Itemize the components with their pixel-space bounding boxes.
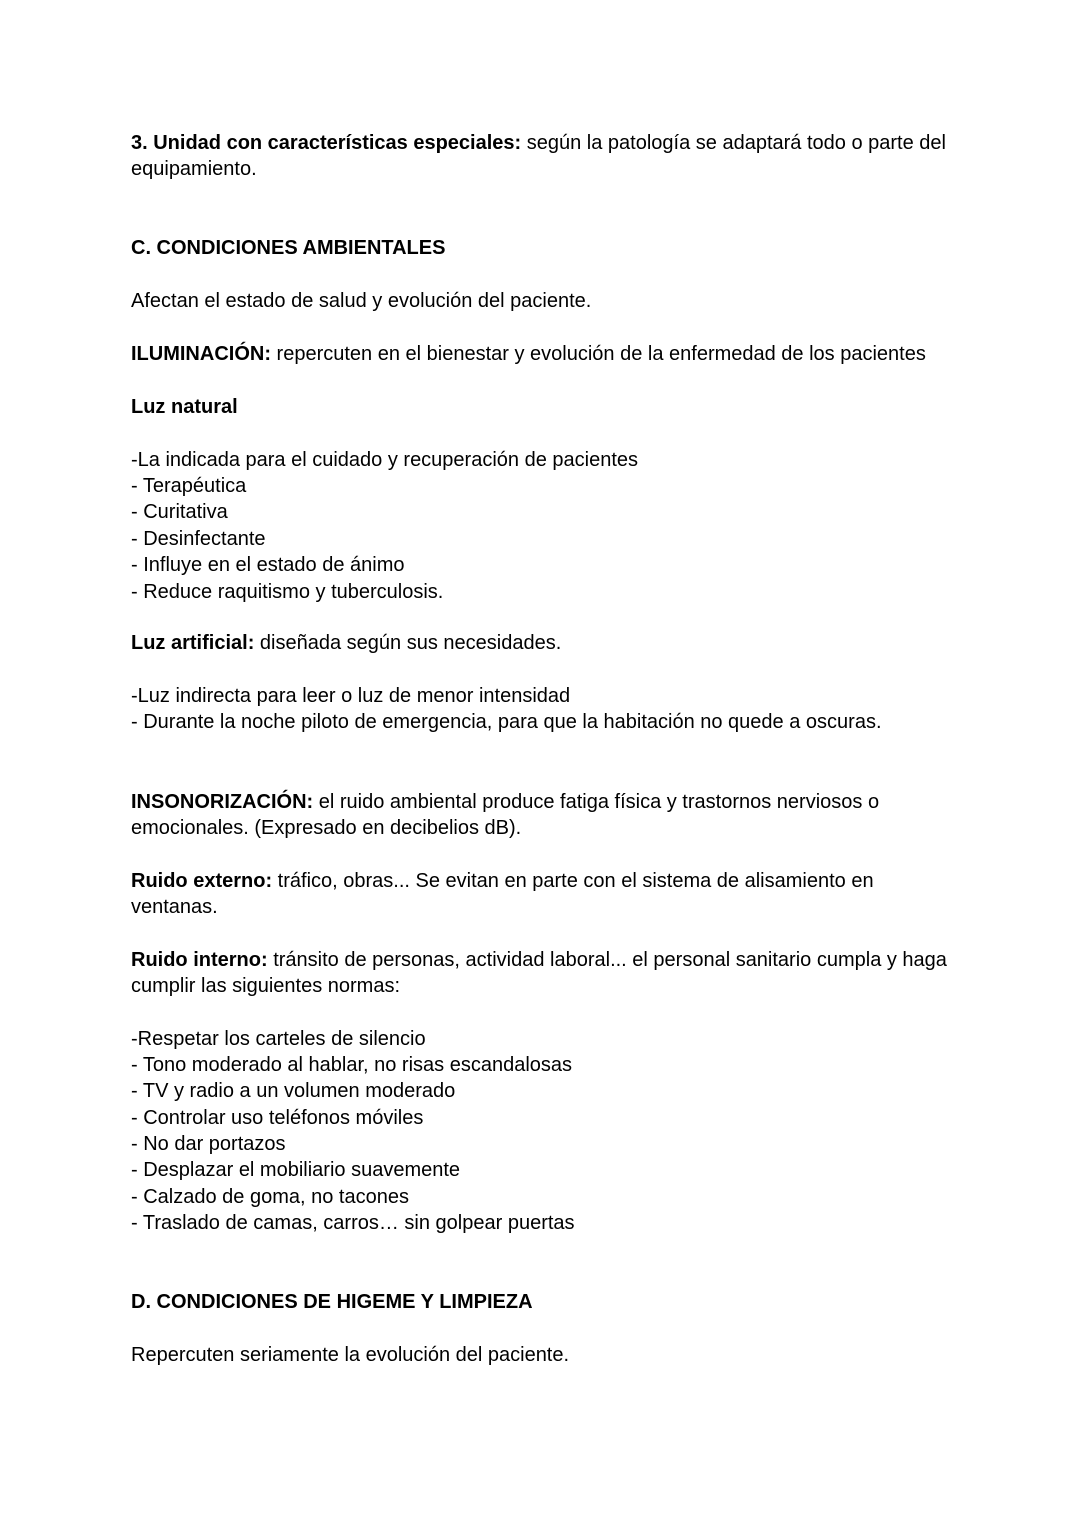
- luz-natural-heading: Luz natural: [131, 396, 238, 418]
- list-item: - Desinfectante: [131, 528, 266, 550]
- ruido-interno-label: Ruido interno:: [131, 949, 268, 971]
- ruido-interno-line-2: cumplir las siguientes normas:: [131, 975, 400, 997]
- ruido-externo-text: tráfico, obras... Se evitan en parte con el sistema de alisamiento en: [272, 870, 874, 892]
- ruido-interno-text: tránsito de personas, actividad laboral... el personal sanitario cumpla y haga: [267, 949, 947, 971]
- insonorizacion-label: INSONORIZACIÓN:: [131, 791, 314, 813]
- section-d-heading: D. CONDICIONES DE HIGEME Y LIMPIEZA: [131, 1291, 533, 1313]
- list-item: - Traslado de camas, carros… sin golpear puertas: [131, 1212, 575, 1234]
- item-3-line-1: [131, 130, 946, 156]
- list-item: - Curitativa: [131, 501, 228, 523]
- iluminacion-paragraph: [131, 341, 926, 367]
- insonorizacion-text: el ruido ambiental produce fatiga física y trastornos nerviosos o: [313, 791, 880, 813]
- item-3-label: 3. Unidad con características especiales:: [131, 132, 522, 154]
- list-item: - Reduce raquitismo y tuberculosis.: [131, 581, 444, 603]
- ruido-externo-line-2: ventanas.: [131, 896, 218, 918]
- luz-artificial-paragraph: [131, 630, 561, 656]
- insonorizacion-line-1: [131, 789, 879, 815]
- list-item: - Influye en el estado de ánimo: [131, 554, 405, 576]
- item-3-line-2: equipamiento.: [131, 158, 257, 180]
- list-item: -Luz indirecta para leer o luz de menor intensidad: [131, 685, 571, 707]
- item-3-text: según la patología se adaptará todo o parte del: [521, 132, 946, 154]
- section-c-heading: C. CONDICIONES AMBIENTALES: [131, 237, 446, 259]
- list-item: -La indicada para el cuidado y recuperación de pacientes: [131, 449, 639, 471]
- list-item: - Calzado de goma, no tacones: [131, 1186, 409, 1208]
- iluminacion-label: ILUMINACIÓN:: [131, 343, 271, 365]
- section-c-intro: Afectan el estado de salud y evolución del paciente.: [131, 290, 592, 312]
- ruido-interno-line-1: [131, 947, 947, 973]
- luz-artificial-label: Luz artificial:: [131, 632, 255, 654]
- list-item: -Respetar los carteles de silencio: [131, 1028, 426, 1050]
- list-item: - Tono moderado al hablar, no risas escandalosas: [131, 1054, 573, 1076]
- ruido-externo-label: Ruido externo:: [131, 870, 273, 892]
- list-item: - Controlar uso teléfonos móviles: [131, 1107, 424, 1129]
- insonorizacion-line-2: emocionales. (Expresado en decibelios dB).: [131, 817, 522, 839]
- list-item: - TV y radio a un volumen moderado: [131, 1080, 456, 1102]
- list-item: - Durante la noche piloto de emergencia, para que la habitación no quede a oscuras.: [131, 711, 882, 733]
- ruido-externo-line-1: [131, 868, 874, 894]
- list-item: - Terapéutica: [131, 475, 247, 497]
- luz-artificial-text: diseñada según sus necesidades.: [254, 632, 562, 654]
- iluminacion-text: repercuten en el bienestar y evolución de la enfermedad de los pacientes: [270, 343, 926, 365]
- list-item: - Desplazar el mobiliario suavemente: [131, 1159, 461, 1181]
- list-item: - No dar portazos: [131, 1133, 286, 1155]
- section-d-intro: Repercuten seriamente la evolución del paciente.: [131, 1344, 570, 1366]
